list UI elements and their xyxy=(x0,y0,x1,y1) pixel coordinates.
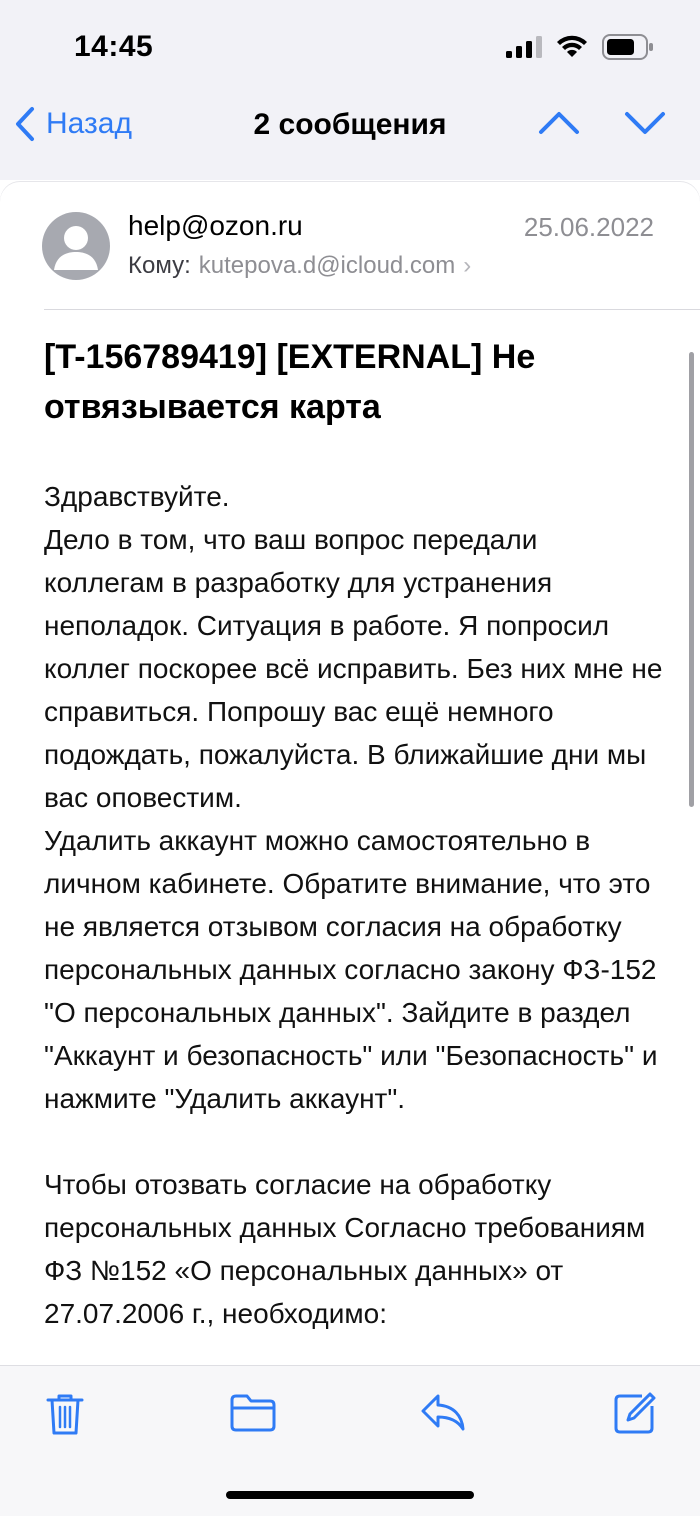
compose-icon[interactable] xyxy=(614,1392,656,1434)
sender-address[interactable]: help@ozon.ru xyxy=(128,210,303,241)
message-view xyxy=(0,182,700,1365)
scrollbar[interactable] xyxy=(689,352,694,807)
message-date: 25.06.2022 xyxy=(523,212,654,242)
battery-icon xyxy=(602,34,654,60)
page-title: 2 сообщения xyxy=(253,108,447,141)
back-button-label: Назад xyxy=(46,107,132,140)
body-greeting: Здравствуйте. xyxy=(44,481,230,512)
paragraph-gap xyxy=(44,1120,664,1163)
previous-message-icon[interactable] xyxy=(538,108,580,138)
message-subject: [T-156789419] [EXTERNAL] Не отвязывается карта xyxy=(44,338,536,426)
status-bar xyxy=(0,0,700,90)
navigation-bar xyxy=(0,90,700,180)
home-indicator[interactable] xyxy=(226,1491,474,1499)
recipient-row[interactable] xyxy=(128,252,471,280)
status-time: 14:45 xyxy=(74,30,154,63)
header-divider xyxy=(44,309,700,310)
recipient-label: Кому: xyxy=(128,252,191,279)
body-paragraph: Дело в том, что ваш вопрос передали коллегам в разработку для устранения неполадок. Ситуация в работе. Я попросил коллег поскорее всё исправить. Без них мне не справиться. Попрошу вас ещё немного подождать, пожалуйста. В ближайшие дни мы вас оповестим. xyxy=(44,524,663,813)
recipient-address: kutepova.d@icloud.com xyxy=(198,252,456,279)
body-paragraph: Удалить аккаунт можно самостоятельно в личном кабинете. Обратите внимание, что это не является отзывом согласия на обработку персональных данных согласно закону ФЗ-152 "О персональных данных". Зайдите в раздел "Аккаунт и безопасность" или "Безопасность" и нажмите "Удалить аккаунт". xyxy=(44,825,658,1114)
cellular-signal-icon xyxy=(506,36,542,58)
message-body xyxy=(44,475,664,1335)
sender-avatar[interactable] xyxy=(42,212,110,280)
next-message-icon[interactable] xyxy=(624,108,666,138)
reply-icon[interactable] xyxy=(420,1392,466,1432)
person-icon xyxy=(42,212,110,280)
chevron-right-icon: › xyxy=(463,252,472,279)
body-paragraph: Чтобы отозвать согласие на обработку персональных данных Согласно требованиям ФЗ №152 «О персональных данных» от 27.07.2006 г., необходимо: xyxy=(44,1169,646,1329)
trash-icon[interactable] xyxy=(46,1392,84,1436)
wifi-icon xyxy=(556,35,588,59)
status-icons xyxy=(506,34,654,60)
message-navigation xyxy=(538,108,666,138)
folder-icon[interactable] xyxy=(230,1392,276,1432)
